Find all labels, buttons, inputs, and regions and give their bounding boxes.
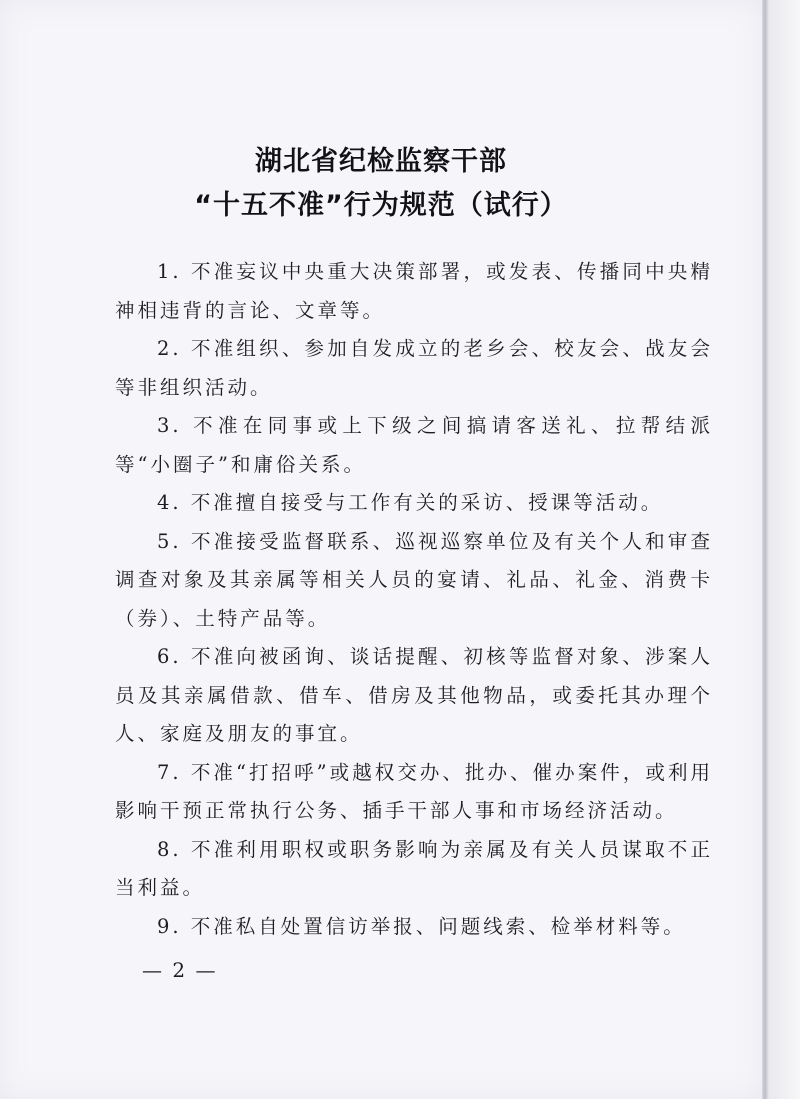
page-right-edge (762, 0, 800, 1099)
regulation-item-6: 6. 不准向被函询、谈话提醒、初核等监督对象、涉案人员及其亲属借款、借车、借房及其他物品，或委托其办理个人、家庭及朋友的事宜。 (115, 645, 713, 745)
title-line-1: 湖北省纪检监察干部 (255, 146, 507, 177)
regulation-item-1: 1. 不准妄议中央重大决策部署，或发表、传播同中央精神相违背的言论、文章等。 (115, 260, 713, 322)
regulation-item-9: 9. 不准私自处置信访举报、问题线索、检举材料等。 (157, 914, 686, 938)
document-title (0, 140, 762, 228)
title-line-2: “十五不准”行为规范（试行） (194, 190, 568, 221)
regulation-item-5: 5. 不准接受监督联系、巡视巡察单位及有关个人和审查调查对象及其亲属等相关人员的宴请、礼品、礼金、消费卡（券）、土特产品等。 (115, 529, 713, 630)
page-number: — 2 — (142, 958, 218, 982)
regulation-list (115, 253, 713, 946)
regulation-item-3: 3. 不准在同事或上下级之间搞请客送礼、拉帮结派等“小圈子”和庸俗关系。 (115, 414, 713, 476)
regulation-item-2: 2. 不准组织、参加自发成立的老乡会、校友会、战友会等非组织活动。 (115, 337, 713, 399)
regulation-item-4: 4. 不准擅自接受与工作有关的采访、授课等活动。 (157, 491, 664, 514)
regulation-item-7: 7. 不准“打招呼”或越权交办、批办、催办案件，或利用影响干预正常执行公务、插手干部人事和市场经济活动。 (115, 760, 713, 822)
regulation-item-8: 8. 不准利用职权或职务影响为亲属及有关人员谋取不正当利益。 (115, 837, 713, 899)
